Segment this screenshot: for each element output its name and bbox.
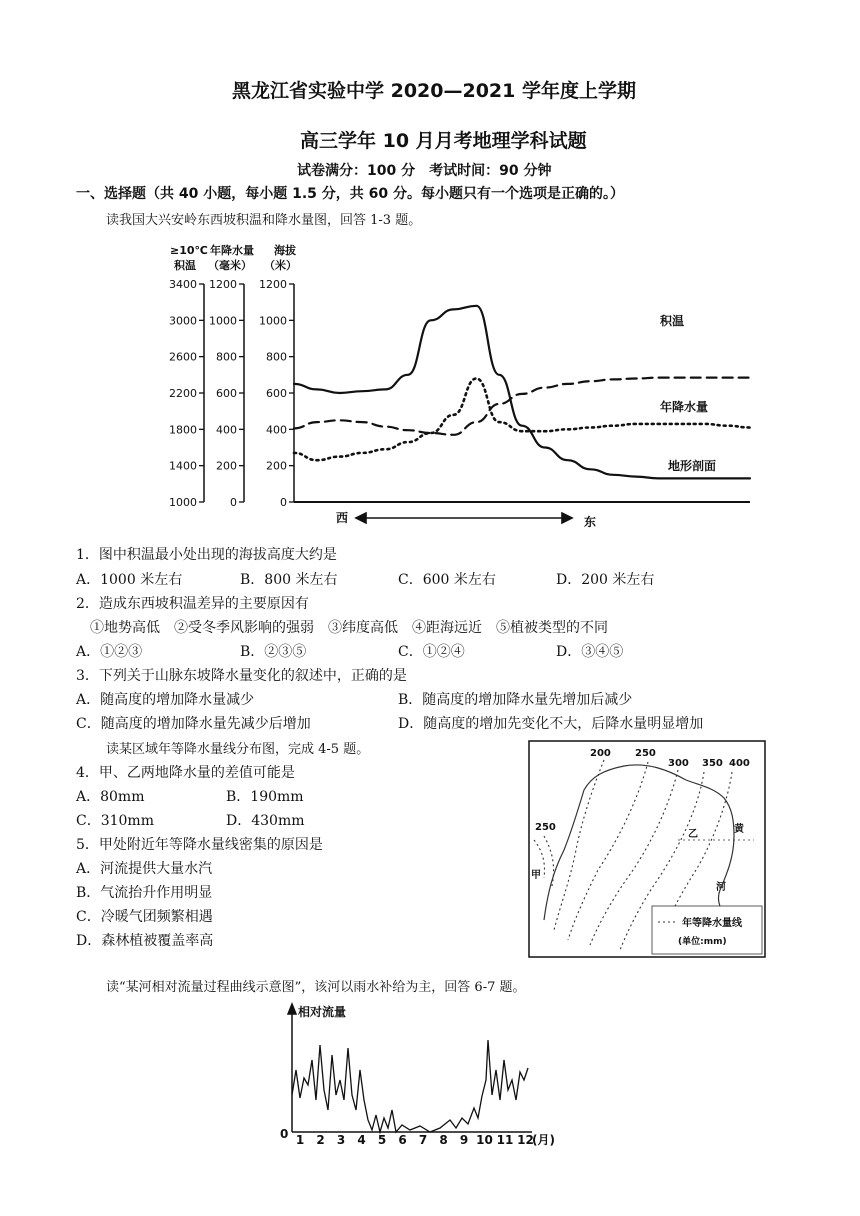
section-heading: 一、选择题（共 40 小题，每小题 1.5 分，共 60 分。每小题只有一个选项是正确的。） xyxy=(76,186,625,202)
axis1-tick-label: 1000 xyxy=(169,496,197,509)
q2-option-b[interactable]: B．②③⑤ xyxy=(240,644,307,660)
q5-option-a[interactable]: A．河流提供大量水汽 xyxy=(76,861,213,877)
axis2-tick-label: 0 xyxy=(230,496,237,509)
flow-ylabel: 相对流量 xyxy=(298,1005,347,1019)
q3-option-d[interactable]: D．随高度的增加先变化不大，后降水量明显增加 xyxy=(398,716,704,732)
q3-option-b[interactable]: B．随高度的增加降水量先增加后减少 xyxy=(398,692,633,708)
legend-unit: (单位:mm) xyxy=(678,937,727,947)
q3-option-c[interactable]: C．随高度的增加降水量先减少后增加 xyxy=(76,716,311,732)
q4-option-d[interactable]: D．430mm xyxy=(226,813,305,829)
axis1-label-1: ≥10℃ xyxy=(170,244,208,257)
axis3-tick-label: 400 xyxy=(266,423,287,437)
flow-month-label: 6 xyxy=(398,1133,407,1147)
axis1-tick-label: 2200 xyxy=(169,387,197,400)
q1-option-c[interactable]: C．600 米左右 xyxy=(398,572,496,588)
label-dixing: 地形剖面 xyxy=(668,459,717,473)
axis2-tick-label: 1200 xyxy=(209,278,237,291)
flow-month-label: 1 xyxy=(295,1133,305,1147)
axis1-tick-label: 1400 xyxy=(169,459,197,473)
flow-month-label: 8 xyxy=(439,1133,448,1147)
isohyet-map xyxy=(528,740,766,958)
intro-1-3: 读我国大兴安岭东西坡积温和降水量图，回答 1-3 题。 xyxy=(106,213,422,228)
q2-option-c[interactable]: C．①②④ xyxy=(398,644,465,660)
q1-option-b[interactable]: B．800 米左右 xyxy=(240,572,338,588)
flow-month-label: 10 xyxy=(476,1133,493,1147)
q4-stem: 4．甲、乙两地降水量的差值可能是 xyxy=(76,765,295,781)
axis3-tick-label: 1200 xyxy=(259,278,287,291)
label-west: 西 xyxy=(336,511,349,525)
q3-stem: 3．下列关于山脉东坡降水量变化的叙述中，正确的是 xyxy=(76,668,407,684)
axis3-tick-label: 1000 xyxy=(259,314,287,328)
axis1-tick-label: 3400 xyxy=(169,278,197,291)
label-yi: 乙 xyxy=(688,829,698,840)
label-jiangshui: 年降水量 xyxy=(660,400,709,414)
flow-month-unit: (月) xyxy=(532,1133,555,1147)
q2-stem: 2．造成东西坡积温差异的主要原因有 xyxy=(76,596,309,612)
axis1-tick-label: 1800 xyxy=(169,423,197,437)
axis3-tick-label: 600 xyxy=(266,387,287,400)
flow-month-label: 11 xyxy=(496,1133,514,1147)
flow-month-label: 4 xyxy=(357,1133,366,1147)
flow-month-label: 5 xyxy=(377,1133,387,1147)
q2-option-d[interactable]: D．③④⑤ xyxy=(556,644,624,660)
axis2-tick-label: 800 xyxy=(216,350,237,364)
q5-stem: 5．甲处附近年等降水量线密集的原因是 xyxy=(76,837,323,853)
q2-items: ①地势高低 ②受冬季风影响的强弱 ③纬度高低 ④距海远近 ⑤植被类型的不同 xyxy=(90,620,608,636)
axis1-label-2: 积温 xyxy=(174,259,196,272)
axis2-label-1: 年降水量 xyxy=(210,244,254,257)
label-jia: 甲 xyxy=(531,870,541,881)
exam-title-line1: 黑龙江省实验中学 2020—2021 学年度上学期 xyxy=(232,80,636,102)
flow-curve xyxy=(292,1040,528,1132)
axis2-tick-label: 1000 xyxy=(209,314,237,328)
q5-option-d[interactable]: D．森林植被覆盖率高 xyxy=(76,933,214,949)
axis3-label-1: 海拔 xyxy=(274,244,296,257)
q1-option-d[interactable]: D．200 米左右 xyxy=(556,572,655,588)
label-he: 河 xyxy=(716,882,726,893)
intro-4-5: 读某区域年等降水量线分布图，完成 4-5 题。 xyxy=(106,742,370,757)
west-east-arrow xyxy=(356,513,572,523)
temperature-precip-chart xyxy=(160,240,780,540)
axis3-tick-label: 800 xyxy=(266,350,287,364)
q2-option-a[interactable]: A．①②③ xyxy=(76,644,143,660)
q1-option-a[interactable]: A．1000 米左右 xyxy=(76,572,183,588)
axis2-label-2: （毫米） xyxy=(208,259,252,272)
iso-label-250-west: 250 xyxy=(535,822,556,833)
flow-month-label: 3 xyxy=(336,1133,346,1147)
flow-month-label: 7 xyxy=(418,1133,428,1147)
label-east: 东 xyxy=(584,515,597,529)
q5-option-b[interactable]: B．气流抬升作用明显 xyxy=(76,885,213,901)
q3-option-a[interactable]: A．随高度的增加降水量减少 xyxy=(76,692,255,708)
label-jiwen: 积温 xyxy=(660,314,685,328)
q4-option-a[interactable]: A．80mm xyxy=(76,789,145,805)
flow-origin: 0 xyxy=(280,1127,289,1141)
axis2-tick-label: 400 xyxy=(216,423,237,437)
axis2-tick-label: 200 xyxy=(216,459,237,473)
exam-info: 试卷满分：100 分 考试时间：90 分钟 xyxy=(297,163,552,179)
axis3-tick-label: 200 xyxy=(266,459,287,473)
exam-title-line2: 高三学年 10 月月考地理学科试题 xyxy=(300,130,587,152)
river-flow-chart xyxy=(270,1000,570,1152)
iso-label-250: 250 xyxy=(635,748,656,759)
flow-month-label: 12 xyxy=(517,1133,534,1147)
axis1-tick-label: 3000 xyxy=(169,314,197,328)
flow-month-label: 9 xyxy=(459,1133,469,1147)
label-huang: 黄 xyxy=(734,824,744,835)
legend-text: 年等降水量线 xyxy=(682,918,742,929)
iso-label-350: 350 xyxy=(702,758,723,769)
q4-option-c[interactable]: C．310mm xyxy=(76,813,154,829)
q1-stem: 1．图中积温最小处出现的海拔高度大约是 xyxy=(76,547,337,563)
axis3-label-2: （米） xyxy=(264,259,297,272)
intro-6-7: 读“某河相对流量过程曲线示意图”，该河以雨水补给为主，回答 6-7 题。 xyxy=(106,980,526,995)
axis2-tick-label: 600 xyxy=(216,387,237,400)
iso-label-200: 200 xyxy=(590,748,611,759)
iso-label-300: 300 xyxy=(668,758,689,769)
q4-option-b[interactable]: B．190mm xyxy=(226,789,304,805)
axis3-tick-label: 0 xyxy=(280,496,287,509)
q5-option-c[interactable]: C．冷暖气团频繁相遇 xyxy=(76,909,213,925)
flow-month-label: 2 xyxy=(316,1133,325,1147)
series-line-2 xyxy=(294,306,750,479)
axis1-tick-label: 2600 xyxy=(169,350,197,364)
iso-label-400: 400 xyxy=(729,758,750,769)
